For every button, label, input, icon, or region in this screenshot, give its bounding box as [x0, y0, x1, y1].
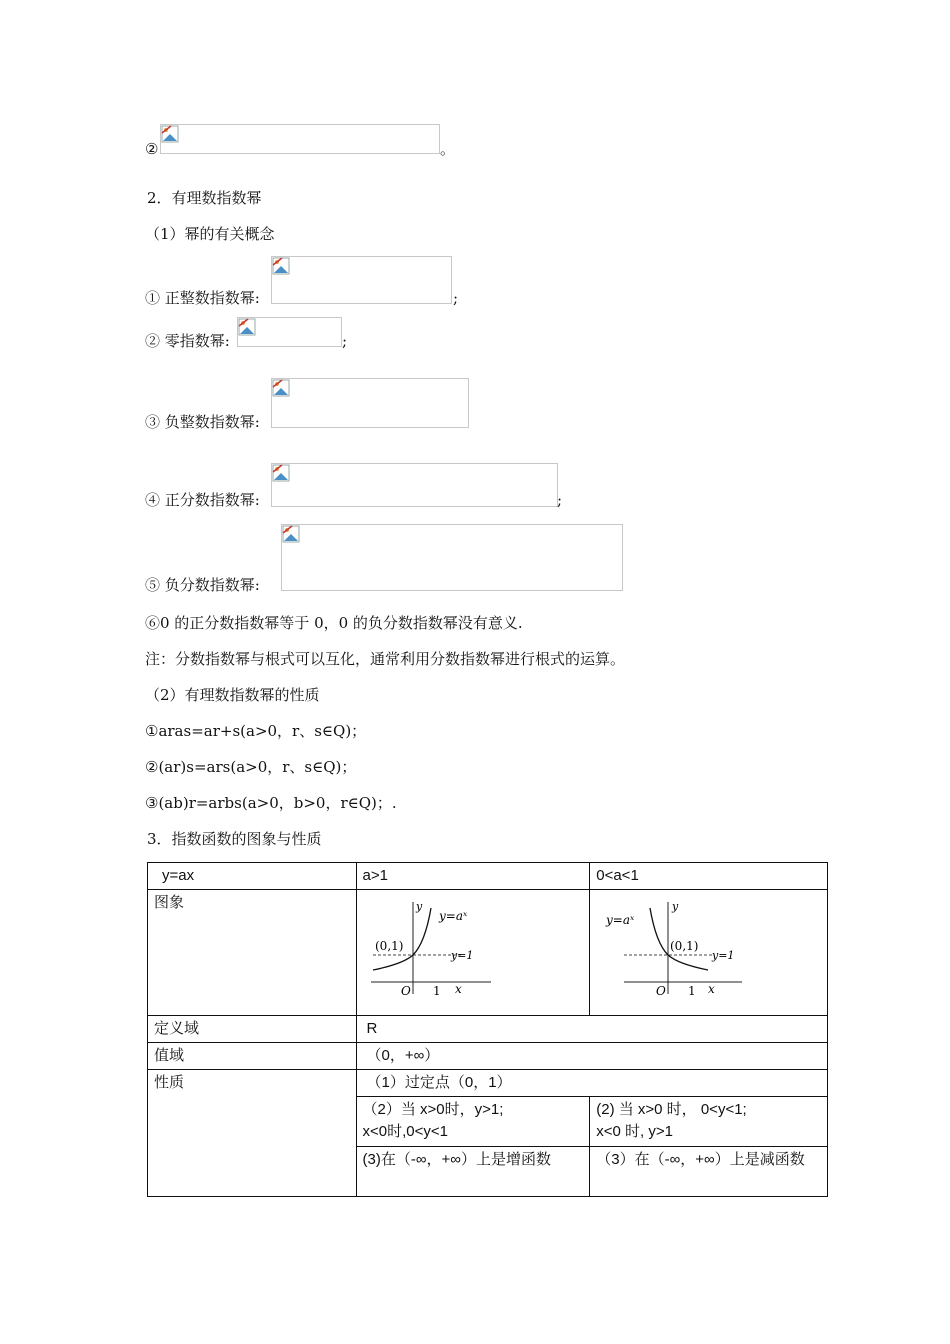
table-header-a-between-0-1: 0<a<1	[590, 863, 828, 890]
broken-image-icon	[272, 464, 290, 482]
asymptote-label: y=1	[712, 949, 735, 962]
item-negative-integer-power: ③ 负整数指数幂:	[145, 413, 260, 431]
origin-label: O	[656, 984, 667, 998]
point-label: (0,1)	[670, 939, 699, 953]
row-label-range: 值域	[148, 1043, 357, 1070]
table-header-function: y=ax	[148, 863, 357, 890]
asymptote-label: y=1	[450, 949, 473, 962]
table-header-a-greater-1: a>1	[356, 863, 590, 890]
exponential-function-table	[147, 862, 828, 1197]
item-zero-power: ② 零指数幂:	[145, 332, 230, 350]
property-2-decreasing-line1: (2) 当 x>0 时， 0<y<1;	[596, 1101, 747, 1118]
broken-image-icon	[161, 125, 179, 143]
row-label-properties: 性质	[148, 1070, 357, 1197]
property-2-decreasing-line2: x<0 时, y>1	[596, 1123, 673, 1140]
graph-decreasing-cell	[590, 890, 828, 1016]
item-positive-integer-power: ① 正整数指数幂:	[145, 289, 260, 307]
broken-image-icon	[272, 379, 290, 397]
property-1: ①aras=ar+s(a>0，r、s∈Q)；	[145, 722, 367, 740]
graph-decreasing	[596, 898, 746, 998]
broken-image-icon	[272, 257, 290, 275]
point-label: (0,1)	[374, 939, 403, 953]
formula-image-placeholder	[237, 317, 342, 347]
property-3: ③(ab)r=arbs(a>0，b>0，r∈Q)；.	[145, 794, 397, 812]
graph-increasing-cell	[356, 890, 590, 1016]
y-axis-label: y	[672, 900, 679, 913]
section-2-heading: 2．有理数指数幂	[147, 189, 262, 207]
subheading-power-concepts: （1）幂的有关概念	[145, 225, 275, 243]
tick-one-label: 1	[688, 984, 696, 998]
item-suffix: ;	[557, 491, 563, 509]
property-3-increasing: (3)在（-∞，+∞）上是增函数	[356, 1147, 590, 1197]
x-axis-label: x	[454, 982, 462, 996]
row-label-graph: 图象	[148, 890, 357, 1016]
domain-value: R	[356, 1016, 827, 1043]
property-2-increasing	[356, 1097, 590, 1147]
item-6-text: ⑥0 的正分数指数幂等于 0，0 的负分数指数幂没有意义.	[145, 614, 523, 632]
property-2-decreasing	[590, 1097, 828, 1147]
property-2-increasing-line2: x<0时,0<y<1	[362, 1123, 448, 1140]
formula-image-placeholder	[271, 378, 469, 428]
subheading-power-properties: （2）有理数指数幂的性质	[145, 686, 320, 704]
item-2-suffix: 。	[440, 140, 456, 158]
range-value: （0，+∞）	[356, 1043, 827, 1070]
item-suffix: ;	[453, 289, 459, 307]
formula-image-placeholder	[271, 463, 558, 507]
x-axis-label: x	[708, 982, 716, 996]
tick-one-label: 1	[432, 984, 441, 998]
property-3-decreasing: （3）在（-∞，+∞）上是减函数	[590, 1147, 828, 1197]
note-text: 注：分数指数幂与根式可以互化，通常利用分数指数幂进行根式的运算。	[145, 650, 626, 668]
formula-image-placeholder	[281, 524, 623, 591]
property-2: ②(ar)s=ars(a>0，r、s∈Q)；	[145, 758, 357, 776]
broken-image-icon	[282, 525, 300, 543]
item-suffix: ;	[342, 332, 348, 350]
graph-increasing	[363, 898, 498, 998]
property-fixed-point: （1）过定点（0，1）	[356, 1070, 827, 1097]
section-3-heading: 3．指数函数的图象与性质	[147, 830, 322, 848]
formula-image-placeholder	[271, 256, 452, 304]
origin-label: O	[400, 984, 411, 998]
property-2-increasing-line1: （2）当 x>0时，y>1;	[362, 1101, 504, 1118]
item-positive-fraction-power: ④ 正分数指数幂:	[145, 491, 260, 509]
item-2-prefix: ②	[145, 140, 159, 158]
formula-image-placeholder	[160, 124, 440, 154]
curve-label: y=aˣ	[606, 913, 635, 927]
broken-image-icon	[238, 318, 256, 336]
item-negative-fraction-power: ⑤ 负分数指数幂:	[145, 576, 260, 594]
row-label-domain: 定义域	[148, 1016, 357, 1043]
curve-label: y=aˣ	[438, 909, 467, 923]
y-axis-label: y	[415, 900, 422, 913]
